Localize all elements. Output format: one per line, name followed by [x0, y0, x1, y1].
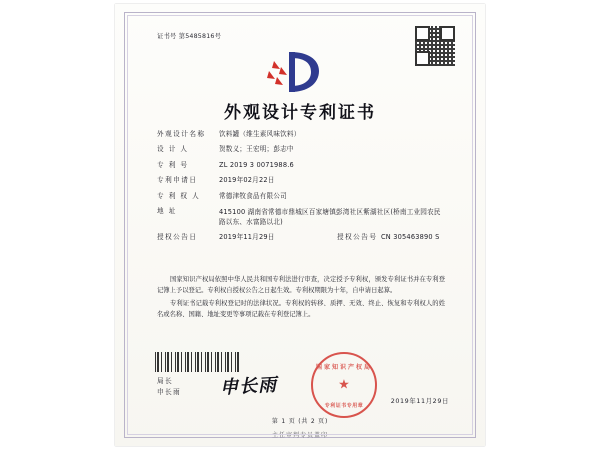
legal-paragraph [157, 274, 445, 322]
legal-paragraph-1: 国家知识产权局依照中华人民共和国专利法进行审查，决定授予专利权，颁发专利证书并在专利登记簿上予以登记。专利权自授权公告之日起生效。专利权期限为十年，自申请日起算。 [157, 276, 445, 295]
patent-office-emblem-icon [261, 49, 339, 95]
legal-paragraph-2: 专利证书记载专利权登记时的法律状况。专利权的转移、质押、无效、终止、恢复和专利权人的姓名或名称、国籍、地址变更等事项记载在专利登记簿上。 [157, 300, 445, 319]
field-row-design-name [157, 130, 447, 140]
director-signature-label: 局长 申长雨 [157, 377, 182, 396]
field-row-address [157, 207, 447, 227]
certificate-number: 证书号 第5485816号 [157, 33, 222, 40]
field-list [157, 130, 447, 248]
qr-code-icon [415, 26, 455, 66]
footer-note: 主任审判专员盖印 [271, 432, 328, 439]
field-label: 专 利 号 [157, 160, 189, 169]
seal-bottom-text: 专利证书专用章 [324, 403, 364, 409]
field-row-patent-no [157, 161, 447, 171]
grant-date-value: 2019年11月29日 [219, 232, 275, 241]
field-label: 专利申请日 [157, 176, 198, 185]
grant-no-label: 授权公告号 [337, 232, 378, 241]
field-row-designer [157, 145, 447, 155]
seal-star-icon: ★ [338, 377, 350, 393]
field-label: 地 址 [157, 206, 177, 215]
field-value: ZL 2019 3 0071988.6 [219, 160, 294, 169]
page-title: 外观设计专利证书 [224, 103, 376, 123]
field-value: 饮料罐（维生素风味饮料） [219, 130, 301, 138]
qr-finder-top-left [415, 26, 430, 41]
qr-finder-top-right [440, 26, 455, 41]
field-row-patentee [157, 192, 447, 202]
field-value: 常德津牧食品有限公司 [219, 191, 287, 200]
field-label: 设 计 人 [157, 145, 189, 154]
field-row-application-date [157, 176, 447, 186]
qr-finder-bottom-left [415, 51, 430, 66]
field-value: 415100 湖南省常德市鼎城区百家塘镇彭湾社区紫湖社区(桥南工业园农民路以东、水富路以北) [219, 207, 441, 227]
field-label: 专 利 权 人 [157, 191, 201, 200]
grant-no-value: CN 305463890 S [381, 232, 440, 241]
field-label: 外观设计名称 [157, 130, 206, 138]
field-value: 贺数义；王宏明；彭志中 [219, 145, 294, 154]
handwritten-signature: 申长雨 [219, 374, 278, 399]
page-number: 第 1 页 (共 2 页) [271, 418, 329, 425]
grant-date-label: 授权公告日 [157, 232, 198, 241]
issue-date: 2019年11月29日 [390, 397, 449, 405]
official-red-seal [311, 352, 377, 418]
field-row-grant [157, 233, 447, 243]
barcode-icon [155, 352, 241, 372]
seal-top-text: 国家知识产权局 [315, 364, 372, 371]
field-value: 2019年02月22日 [219, 176, 275, 185]
patent-certificate-sheet [115, 4, 485, 446]
